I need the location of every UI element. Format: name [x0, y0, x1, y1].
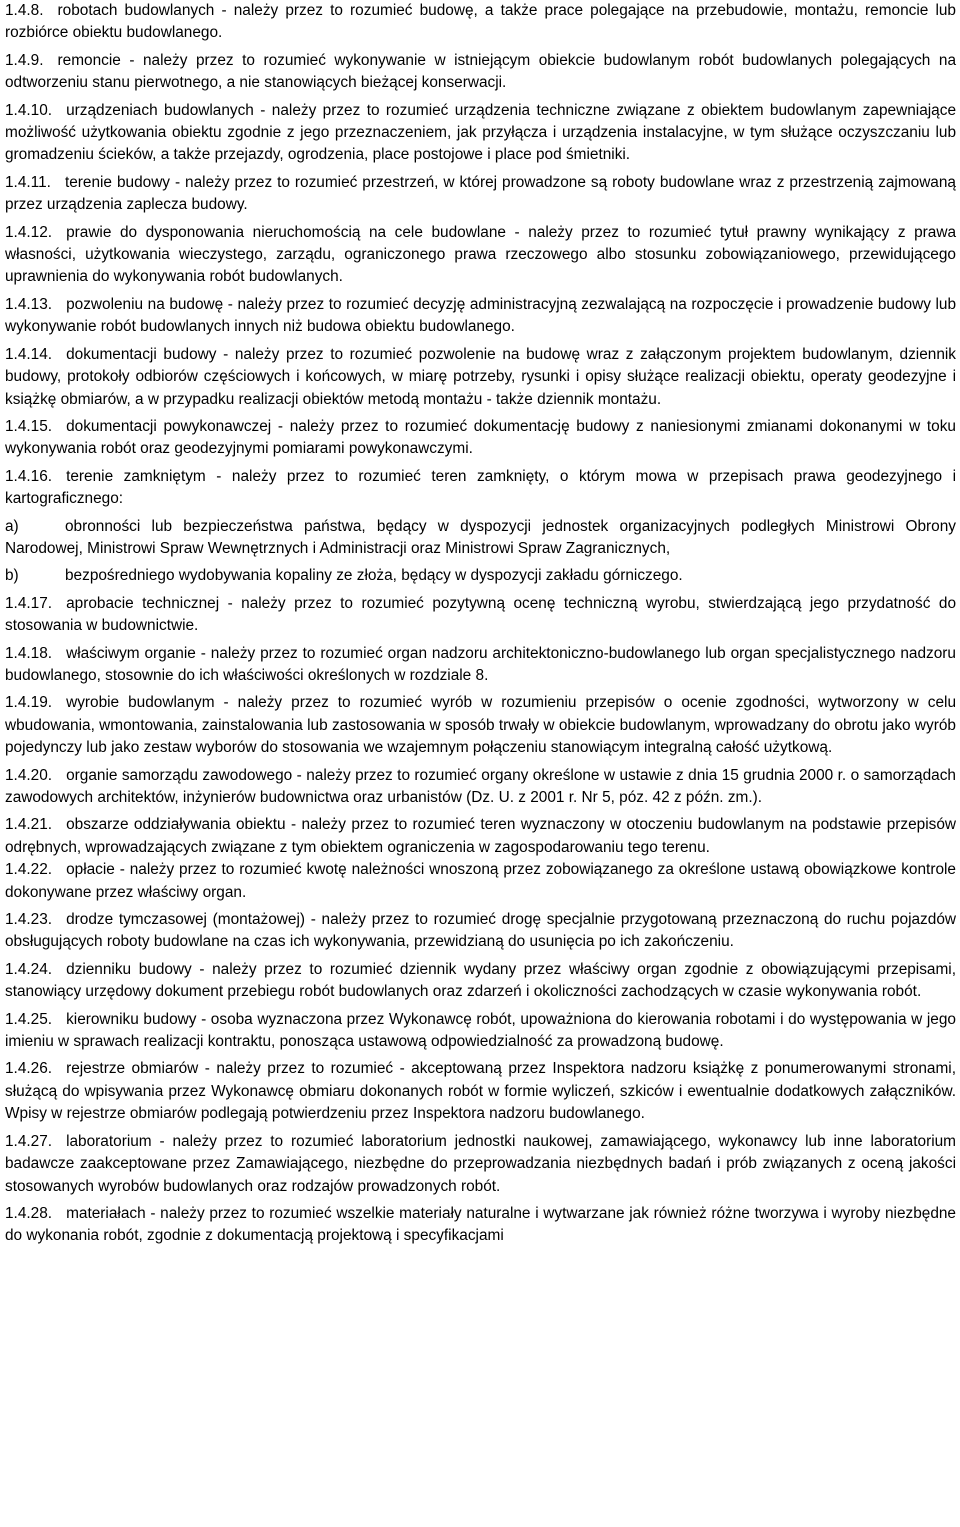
definition-paragraph: [5, 859, 956, 904]
section-number: 1.4.15.: [5, 417, 53, 435]
paragraph-text: terenie budowy - należy przez to rozumieć przestrzeń, w której prowadzone są roboty budowlane wraz z przestrzenią zajmowaną przez urządzenia zaplecza budowy.: [5, 173, 956, 214]
paragraph-text: prawie do dysponowania nieruchomością na cele budowlane - należy przez to rozumieć tytuł prawny wynikający z prawa własności, użytkowania wieczystego, zarządu, ograniczonego prawa rzeczowego albo stosunku zobowiązaniowego, przewidującego uprawnienia do wykonywania robót budowlanych.: [5, 223, 956, 286]
paragraph-text: obszarze oddziaływania obiektu - należy przez to rozumieć teren wyznaczony w otoczeniu budowlanym na podstawie przepisów odrębnych, wprowadzających związane z tym obiektem ograniczenia w zagospodarowaniu tego terenu.: [5, 816, 956, 856]
paragraph-text: wyrobie budowlanym - należy przez to rozumieć wyrób w rozumieniu przepisów o ocenie zgodności, wytworzony w celu wbudowania, wmontowania, zainstalowania lub zastosowania w sposób trwały w obiekcie budowlanym, wprowadzany do obrotu jako wyrób pojedynczy lub jako zestaw wyborów do stosowania we wzajemnym połączeniu stanowiącym integralną całość użytkową.: [5, 694, 956, 757]
section-number: 1.4.21.: [5, 816, 53, 834]
paragraph-text: robotach budowlanych - należy przez to rozumieć budowę, a także prace polegające na przebudowie, montażu, remoncie lub rozbiórce obiektu budowlanego.: [5, 2, 956, 42]
definition-paragraph: [5, 416, 956, 461]
section-number: 1.4.12.: [5, 223, 53, 241]
definition-paragraph: [5, 643, 956, 688]
paragraph-text: rejestrze obmiarów - należy przez to rozumieć - akceptowaną przez Inspektora nadzoru książkę z ponumerowanymi stronami, służącą do wpisywania przez Wykonawcę obmiaru dokonanych robót w formie wyliczeń, szkiców i ewentualnie dodatkowych załączników. Wpisy w rejestrze obmiarów podlegają potwierdzeniu przez Inspektora nadzoru budowlanego.: [5, 1060, 956, 1123]
section-number: 1.4.10.: [5, 101, 53, 119]
section-number: 1.4.27.: [5, 1132, 53, 1150]
section-number: 1.4.17.: [5, 594, 53, 612]
section-number: 1.4.16.: [5, 467, 53, 485]
section-number: 1.4.24.: [5, 960, 53, 978]
definition-paragraph: [5, 909, 956, 954]
list-item: [5, 565, 956, 587]
paragraph-text: kierowniku budowy - osoba wyznaczona przez Wykonawcę robót, upoważniona do kierowania robotami i do występowania w jego imieniu w sprawach realizacji kontraktu, ponosząca ustawową odpowiedzialność za prowadzoną budowę.: [5, 1010, 956, 1051]
paragraph-text: bezpośredniego wydobywania kopaliny ze złoża, będący w dyspozycji zakładu górniczego.: [65, 567, 683, 585]
paragraph-text: dzienniku budowy - należy przez to rozumieć dziennik wydany przez właściwy organ zgodnie z obowiązującymi przepisami, stanowiący urzędowy dokument przebiegu robót budowlanych oraz zdarzeń i okoliczności zachodzących w czasie wykonywania robót.: [5, 960, 956, 1001]
paragraph-text: pozwoleniu na budowę - należy przez to rozumieć decyzję administracyjną zezwalającą na rozpoczęcie i prowadzenie budowy lub wykonywanie robót budowlanych innych niż budowa obiektu budowlanego.: [5, 295, 956, 336]
paragraph-text: obronności lub bezpieczeństwa państwa, będący w dyspozycji jednostek organizacyjnych podległych Ministrowi Obrony Narodowej, Ministrowi Spraw Wewnętrznych i Administracji oraz Ministrowi Spraw Zagranicznych,: [5, 517, 956, 557]
paragraph-text: dokumentacji budowy - należy przez to rozumieć pozwolenie na budowę wraz z załączonym projektem budowlanym, dziennik budowy, protokoły odbiorów częściowych i końcowych, w miarę potrzeby, rysunki i opisy służące realizacji obiektu, operaty geodezyjne i książkę obmiarów, a w przypadku realizacji obiektów metodą montażu - także dziennik montażu.: [5, 345, 956, 408]
paragraph-text: urządzeniach budowlanych - należy przez to rozumieć urządzenia techniczne związane z obiektem budowlanym zapewniające możliwość użytkowania obiektu zgodnie z jego przeznaczeniem, jak przyłącza i urządzenia instalacyjne, w tym służące oczyszczaniu lub gromadzeniu ścieków, a także przejazdy, ogrodzenia, place postojowe i place pod śmietniki.: [5, 101, 956, 164]
paragraph-text: organie samorządu zawodowego - należy przez to rozumieć organy określone w ustawie z dnia 15 grudnia 2000 r. o samorządach zawodowych architektów, inżynierów budownictwa oraz urbanistów (Dz. U. z 2001 r. Nr 5, póz. 42 z późn. zm.).: [5, 766, 956, 806]
section-number: 1.4.25.: [5, 1010, 53, 1028]
definition-paragraph: [5, 959, 956, 1004]
section-number: 1.4.18.: [5, 644, 53, 662]
definition-paragraph: [5, 1009, 956, 1054]
section-number: 1.4.20.: [5, 766, 53, 784]
definition-paragraph: [5, 294, 956, 339]
section-number: 1.4.13.: [5, 295, 53, 313]
document-page: [5, 0, 956, 1253]
definition-paragraph: [5, 0, 956, 45]
list-item: [5, 516, 956, 561]
definition-paragraph: [5, 466, 956, 511]
definition-paragraph: [5, 1203, 956, 1248]
definition-paragraph: [5, 344, 956, 411]
paragraph-text: materiałach - należy przez to rozumieć wszelkie materiały naturalne i wytwarzane jak również różne tworzywa i wyroby niezbędne do wykonania robót, zgodnie z dokumentacją projektową i specyfikacjami: [5, 1204, 956, 1245]
paragraph-text: drodze tymczasowej (montażowej) - należy przez to rozumieć drogę specjalnie przygotowaną przeznaczoną do ruchu pojazdów obsługujących roboty budowlane na czas ich wykonywania, przewidzianą do usunięcia po ich zakończeniu.: [5, 911, 956, 951]
paragraph-text: aprobacie technicznej - należy przez to rozumieć pozytywną ocenę techniczną wyrobu, stwierdzającą jego przydatność do stosowania w budownictwie.: [5, 594, 956, 635]
definition-paragraph: [5, 765, 956, 810]
definition-paragraph: [5, 593, 956, 638]
definition-paragraph: [5, 814, 956, 859]
definition-paragraph: [5, 692, 956, 759]
list-letter: b): [5, 567, 19, 585]
definition-paragraph: [5, 222, 956, 289]
section-number: 1.4.11.: [5, 173, 51, 191]
section-number: 1.4.9.: [5, 51, 44, 69]
section-number: 1.4.23.: [5, 911, 53, 929]
definition-paragraph: [5, 1131, 956, 1198]
section-number: 1.4.28.: [5, 1204, 53, 1222]
definition-paragraph: [5, 100, 956, 167]
section-number: 1.4.22.: [5, 861, 53, 879]
paragraph-text: remoncie - należy przez to rozumieć wykonywanie w istniejącym obiekcie budowlanym robót budowlanych polegających na odtworzeniu stanu pierwotnego, a nie stanowiących bieżącej konserwacji.: [5, 51, 956, 92]
paragraph-text: laboratorium - należy przez to rozumieć laboratorium jednostki naukowej, zamawiającego, wykonawcy lub inne laboratorium badawcze zaakceptowane przez Zamawiającego, niezbędne do przeprowadzania niezbędnych badań i prób związanych z oceną jakości stosowanych wyrobów budowlanych oraz rodzajów prowadzonych robót.: [5, 1132, 956, 1195]
section-number: 1.4.26.: [5, 1060, 53, 1078]
definition-paragraph: [5, 1058, 956, 1125]
paragraph-text: dokumentacji powykonawczej - należy przez to rozumieć dokumentację budowy z naniesionymi zmianami dokonanymi w toku wykonywania robót oraz geodezyjnymi pomiarami powykonawczymi.: [5, 417, 956, 458]
paragraph-text: właściwym organie - należy przez to rozumieć organ nadzoru architektoniczno-budowlanego lub organ specjalistycznego nadzoru budowlanego, stosownie do ich właściwości określonych w rozdziale 8.: [5, 644, 956, 684]
definition-paragraph: [5, 50, 956, 95]
section-number: 1.4.14.: [5, 345, 53, 363]
paragraph-text: opłacie - należy przez to rozumieć kwotę należności wnoszoną przez zobowiązanego za określone ustawą obowiązkowe kontrole dokonywane przez właściwy organ.: [5, 861, 956, 901]
section-number: 1.4.8.: [5, 2, 44, 19]
list-letter: a): [5, 517, 19, 535]
paragraph-text: terenie zamkniętym - należy przez to rozumieć teren zamknięty, o którym mowa w przepisach prawa geodezyjnego i kartograficznego:: [5, 467, 956, 508]
section-number: 1.4.19.: [5, 694, 53, 712]
definition-paragraph: [5, 172, 956, 217]
